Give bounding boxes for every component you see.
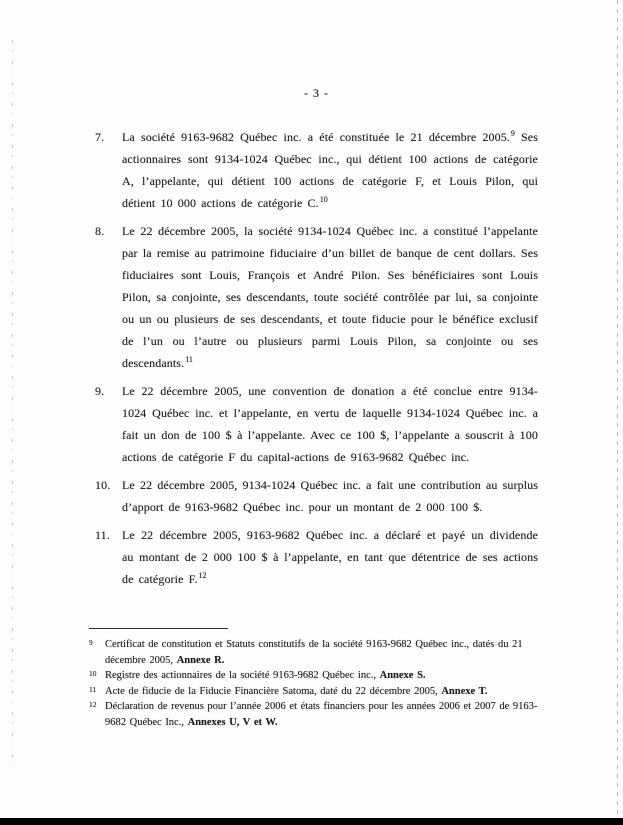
footnote-number: 10 <box>89 669 97 678</box>
paragraph-segment: Ses actionnaires sont 9134-1024 Québec inc., qui détient 100 actions de catégorie A, l’appelante, qui détient 100 actions de catégorie F, et Louis Pilon, qui détient 10 000 actions de catégorie C. <box>122 130 538 210</box>
footnote-text: Acte de fiducie de la Fiducie Financière Satoma, daté du 22 décembre 2005, <box>105 685 442 697</box>
footnote-ref: 12 <box>198 571 207 580</box>
scan-artifact-left-edge <box>12 40 13 765</box>
paragraph-text <box>122 126 538 214</box>
paragraph-segment: Le 22 décembre 2005, une convention de donation a été conclue entre 9134-1024 Québec inc. et l’appelante, en vertu de laquelle 9134-1024 Québec inc. a fait un don de 100 $ à l’appelante. Avec ce 100 $, l’appelante a souscrit à 100 actions de catégorie F du capital-actions de 9163-9682 Québec inc. <box>122 384 538 464</box>
paragraph-text <box>122 220 538 374</box>
paragraph-number: 9. <box>95 384 105 398</box>
paragraph-number: 8. <box>95 224 105 238</box>
paragraph-segment: Le 22 décembre 2005, 9163-9682 Québec inc. a déclaré et payé un dividende au montant de 2 000 100 $ à l’appelante, en tant que détentrice de ses actions de catégorie F. <box>122 528 538 586</box>
paragraph-segment: Le 22 décembre 2005, 9134-1024 Québec inc. a fait une contribution au surplus d’apport de 9163-9682 Québec inc. pour un montant de 2 000 100 $. <box>122 478 538 514</box>
footnote-number: 12 <box>89 700 97 709</box>
footnotes-section <box>88 628 548 730</box>
footnote-separator <box>89 628 228 629</box>
footnote-text: Registre des actionnaires de la société 9163-9682 Québec inc., <box>105 670 380 681</box>
paragraph-number: 11. <box>95 528 110 542</box>
footnote-9 <box>88 637 548 668</box>
footnote-text: Déclaration de revenus pour l’année 2006 et états financiers pour les années 2006 et 2007 de 9163-9682 Québec Inc., <box>105 701 538 728</box>
footnote-ref: 11 <box>185 355 193 364</box>
annexe-reference: Annexe S. <box>379 670 426 681</box>
annexe-reference: Annexe R. <box>176 654 225 666</box>
scan-artifact-bottom-bar <box>0 818 623 825</box>
page-number: - 3 - <box>304 86 329 100</box>
document-body <box>95 126 538 590</box>
paragraph-text <box>122 524 538 590</box>
paragraph-segment: La société 9163-9682 Québec inc. a été constituée le 21 décembre 2005. <box>122 130 510 144</box>
footnote-11 <box>88 684 548 700</box>
footnote-ref: 9 <box>510 129 515 138</box>
footnote-10 <box>88 668 548 684</box>
paragraph-9 <box>95 380 538 468</box>
paragraph-11 <box>95 524 538 590</box>
footnote-text: Certificat de constitution et Statuts constitutifs de la société 9163-9682 Québec inc., datés du 21 décembre 2005, <box>105 639 523 666</box>
footnote-ref: 10 <box>319 195 328 204</box>
footnote-12 <box>88 699 548 730</box>
paragraph-segment: Le 22 décembre 2005, la société 9134-1024 Québec inc. a constitué l’appelante par la remise au patrimoine fiduciaire d’un billet de banque de cent dollars. Ses fiduciaires sont Louis, François et André Pilon. Ses bénéficiaires sont Louis Pilon, sa conjointe, ses descendants, toute société contrôlée par lui, sa conjointe ou un ou plusieurs de ses descendants, et toute fiducie pour le bénéfice exclusif de l’un ou l’autre ou plusieurs parmi Louis Pilon, sa conjointe ou ses descendants. <box>122 224 538 370</box>
paragraph-10 <box>95 474 538 518</box>
footnote-number: 9 <box>89 638 93 647</box>
paragraph-text <box>122 380 538 468</box>
paragraph-number: 10. <box>95 478 111 492</box>
scan-artifact-right-edge <box>617 0 618 818</box>
paragraph-8 <box>95 220 538 374</box>
annexe-reference: Annexe T. <box>441 685 488 697</box>
footnote-number: 11 <box>89 684 97 694</box>
paragraph-text <box>122 474 538 518</box>
annexe-reference: Annexes U, V et W. <box>187 716 278 728</box>
paragraph-7 <box>95 126 538 214</box>
paragraph-number: 7. <box>95 130 105 144</box>
